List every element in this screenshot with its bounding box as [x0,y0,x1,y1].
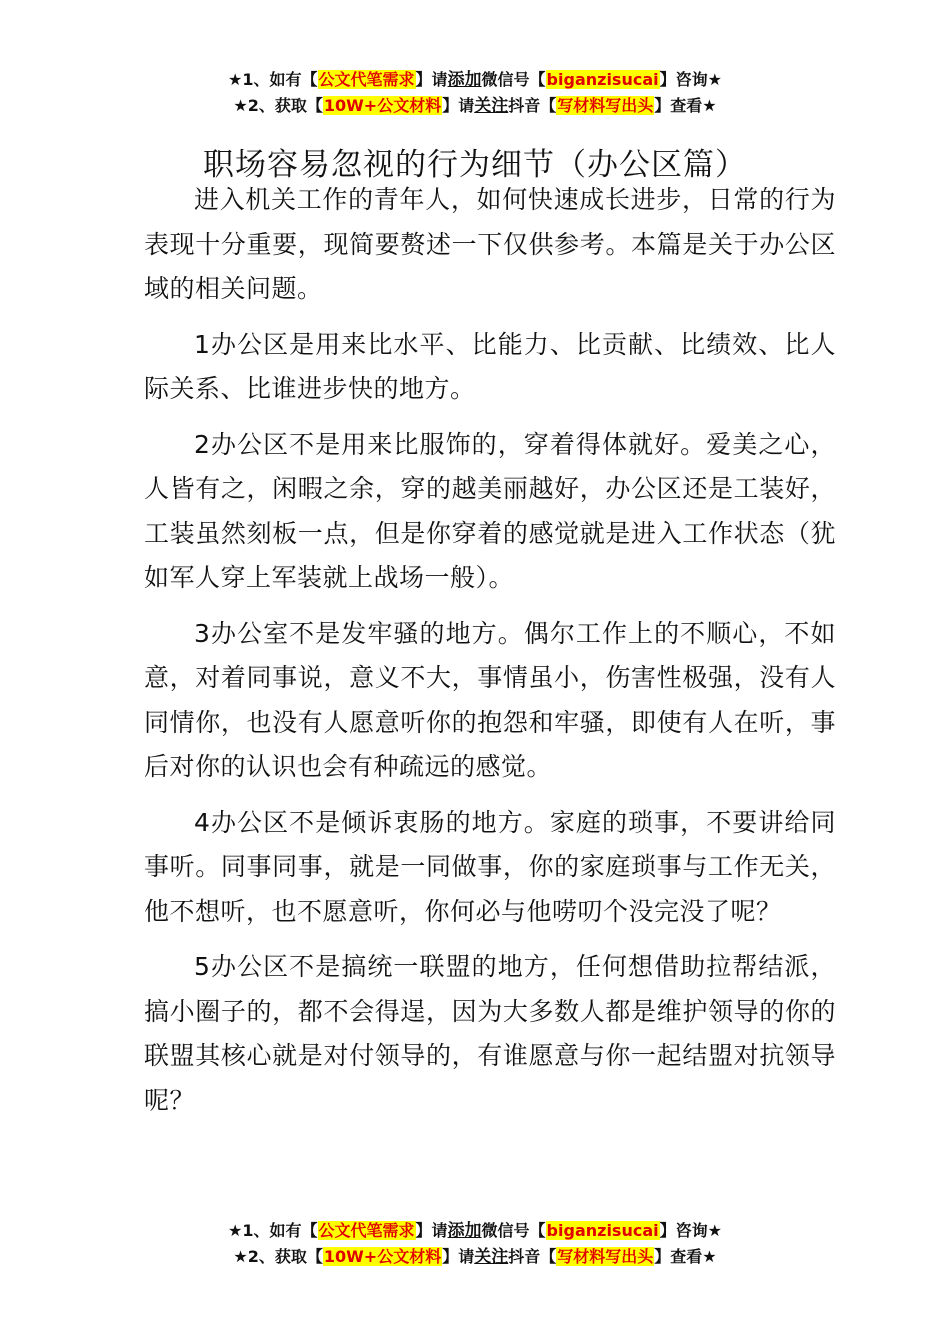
banner-text: 抖音【 [508,1247,557,1266]
banner-text: ★2、获取【 [233,96,323,115]
banner-wechat-id: biganzisucai [546,1221,659,1240]
banner-underlined: 关注 [474,1247,509,1267]
banner-text: 抖音【 [508,96,557,115]
top-banner [0,67,950,119]
banner-text: 】查看★ [654,1247,717,1266]
document-body [144,178,836,1134]
banner-highlight: 10W+公文材料 [323,96,442,115]
banner-underlined: 添加 [447,1221,482,1241]
bottom-banner [0,1218,950,1270]
banner-highlight: 10W+公文材料 [323,1247,442,1266]
paragraph: 1办公区是用来比水平、比能力、比贡献、比绩效、比人际关系、比谁进步快的地方。 [144,329,836,403]
banner-text: ★1、如有【 [228,70,318,89]
banner-text: 】请 [442,1247,475,1266]
banner-douyin-id: 写材料写出头 [557,96,654,115]
banner-text: 】请 [442,96,475,115]
banner-text: 】请 [415,1221,448,1240]
document-title: 职场容易忽视的行为细节（办公区篇） [203,146,747,183]
banner-highlight: 公文代笔需求 [318,70,415,89]
banner-text: 】查看★ [654,96,717,115]
banner-text: 】咨询★ [659,70,722,89]
banner-text: ★1、如有【 [228,1221,318,1240]
paragraph: 4办公区不是倾诉衷肠的地方。家庭的琐事，不要讲给同事听。同事同事，就是一同做事，你的家庭琐事与工作无关，他不想听，也不愿意听，你何必与他唠叨个没完没了呢？ [144,807,836,926]
paragraph: 进入机关工作的青年人，如何快速成长进步，日常的行为表现十分重要，现简要赘述一下仅供参考。本篇是关于办公区域的相关问题。 [144,185,836,303]
banner-line-2 [0,93,950,119]
banner-text: 】请 [415,70,448,89]
banner-text: 微信号【 [481,1221,546,1240]
paragraph: 2办公区不是用来比服饰的，穿着得体就好。爱美之心，人皆有之，闲暇之余，穿的越美丽越好，办公区还是工装好，工装虽然刻板一点，但是你穿着的感觉就是进入工作状态（犹如军人穿上军装就上战场一般）。 [144,429,836,592]
paragraph: 5办公区不是搞统一联盟的地方，任何想借助拉帮结派，搞小圈子的，都不会得逞，因为大多数人都是维护领导的你的联盟其核心就是对付领导的，有谁愿意与你一起结盟对抗领导呢？ [144,952,836,1115]
banner-wechat-id: biganzisucai [546,70,659,89]
paragraph: 3办公室不是发牢骚的地方。偶尔工作上的不顺心，不如意，对着同事说，意义不大，事情虽小，伤害性极强，没有人同情你，也没有人愿意听你的抱怨和牢骚，即使有人在听，事后对你的认识也会有种疏远的感觉。 [144,618,836,781]
banner-underlined: 添加 [447,70,482,90]
banner-text: ★2、获取【 [233,1247,323,1266]
banner-text: 】咨询★ [659,1221,722,1240]
banner-line-1 [0,67,950,93]
banner-underlined: 关注 [474,96,509,116]
banner-line-1 [0,1218,950,1244]
banner-line-2 [0,1244,950,1270]
banner-douyin-id: 写材料写出头 [557,1247,654,1266]
banner-text: 微信号【 [481,70,546,89]
banner-highlight: 公文代笔需求 [318,1221,415,1240]
